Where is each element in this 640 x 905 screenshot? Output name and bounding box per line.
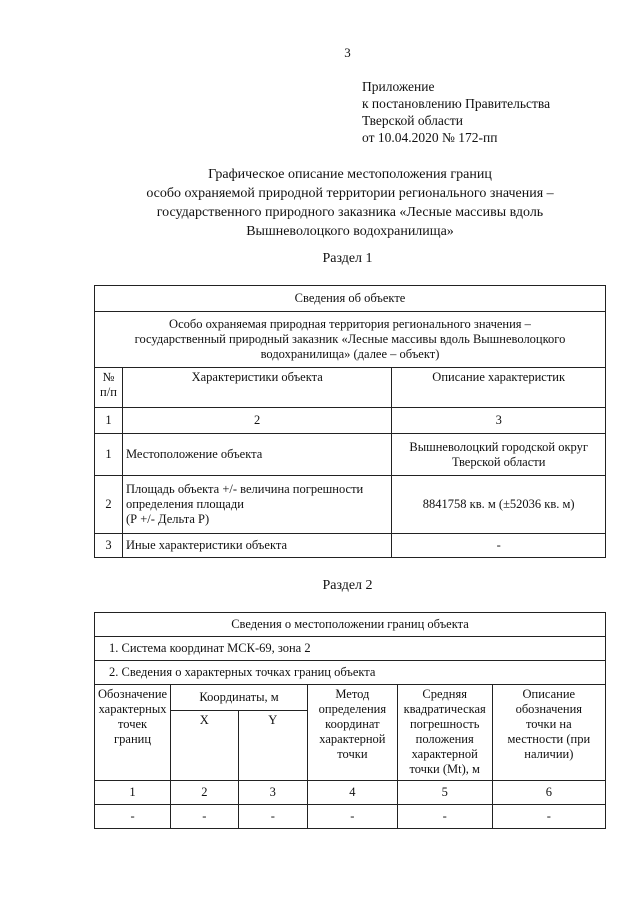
appendix-line: Тверской области: [362, 113, 463, 128]
row-num: 2: [95, 476, 123, 534]
table-title: Сведения об объекте: [95, 286, 606, 312]
title-line: особо охраняемой природной территории регионального значения –: [146, 186, 554, 201]
column-number: 2: [171, 781, 238, 805]
column-number: 1: [95, 408, 123, 434]
object-description: Особо охраняемая природная территория регионального значения – государственный природный заказник «Лесные массивы вдоль Вышневолоцкого водохранилища» (далее – объект): [95, 312, 606, 368]
table-title: Сведения о местоположении границ объекта: [95, 613, 606, 637]
header-coordinates: Координаты, м: [171, 685, 308, 711]
header-point-designation: Обозначение характерных точек границ: [95, 685, 171, 781]
header-y: Y: [238, 711, 307, 781]
section1-heading: Раздел 1: [322, 251, 373, 266]
table-row: [95, 476, 606, 534]
header-characteristics: Характеристики объекта: [122, 368, 391, 408]
header-point-description: Описание обозначения точки на местности (при наличии): [492, 685, 605, 781]
table-cell: -: [308, 805, 398, 829]
boundary-points-table: [94, 612, 606, 829]
coordinate-system: 1. Система координат МСК-69, зона 2: [95, 637, 606, 661]
table-row: [95, 434, 606, 476]
table-cell: -: [171, 805, 238, 829]
row-num: 3: [95, 534, 123, 558]
header-error: Средняя квадратическая погрешность положения характерной точки (Мt), м: [397, 685, 492, 781]
column-number: 5: [397, 781, 492, 805]
row-name: Местоположение объекта: [122, 434, 391, 476]
column-number: 1: [95, 781, 171, 805]
object-info-table: [94, 285, 606, 558]
column-number: 3: [238, 781, 307, 805]
column-number: 6: [492, 781, 605, 805]
row-name: Площадь объекта +/- величина погрешности определения площади (Р +/- Дельта Р): [122, 476, 391, 534]
row-value: Вышневолоцкий городской округ Тверской области: [392, 434, 606, 476]
table-cell: -: [95, 805, 171, 829]
table-row: [95, 805, 606, 829]
table-cell: -: [397, 805, 492, 829]
table-cell: -: [492, 805, 605, 829]
appendix-line: к постановлению Правительства: [362, 96, 551, 111]
appendix-line: Приложение: [362, 79, 435, 94]
table-row: [95, 534, 606, 558]
row-num: 1: [95, 434, 123, 476]
section2-heading: Раздел 2: [322, 578, 373, 593]
column-number: 2: [122, 408, 391, 434]
appendix-line: от 10.04.2020 № 172-пп: [362, 130, 498, 145]
title-line: Графическое описание местоположения границ: [208, 167, 492, 182]
row-value: 8841758 кв. м (±52036 кв. м): [392, 476, 606, 534]
points-info: 2. Сведения о характерных точках границ объекта: [95, 661, 606, 685]
header-num: № п/п: [95, 368, 123, 408]
header-description: Описание характеристик: [392, 368, 606, 408]
document-title: [60, 165, 640, 241]
row-value: -: [392, 534, 606, 558]
header-method: Метод определения координат характерной точки: [308, 685, 398, 781]
column-number: 3: [392, 408, 606, 434]
page-number: 3: [344, 45, 351, 60]
title-line: Вышневолоцкого водохранилища»: [246, 224, 454, 239]
header-x: X: [171, 711, 238, 781]
column-number: 4: [308, 781, 398, 805]
row-name: Иные характеристики объекта: [122, 534, 391, 558]
table-cell: -: [238, 805, 307, 829]
title-line: государственного природного заказника «Лесные массивы вдоль: [156, 205, 544, 220]
appendix-block: [362, 78, 550, 146]
